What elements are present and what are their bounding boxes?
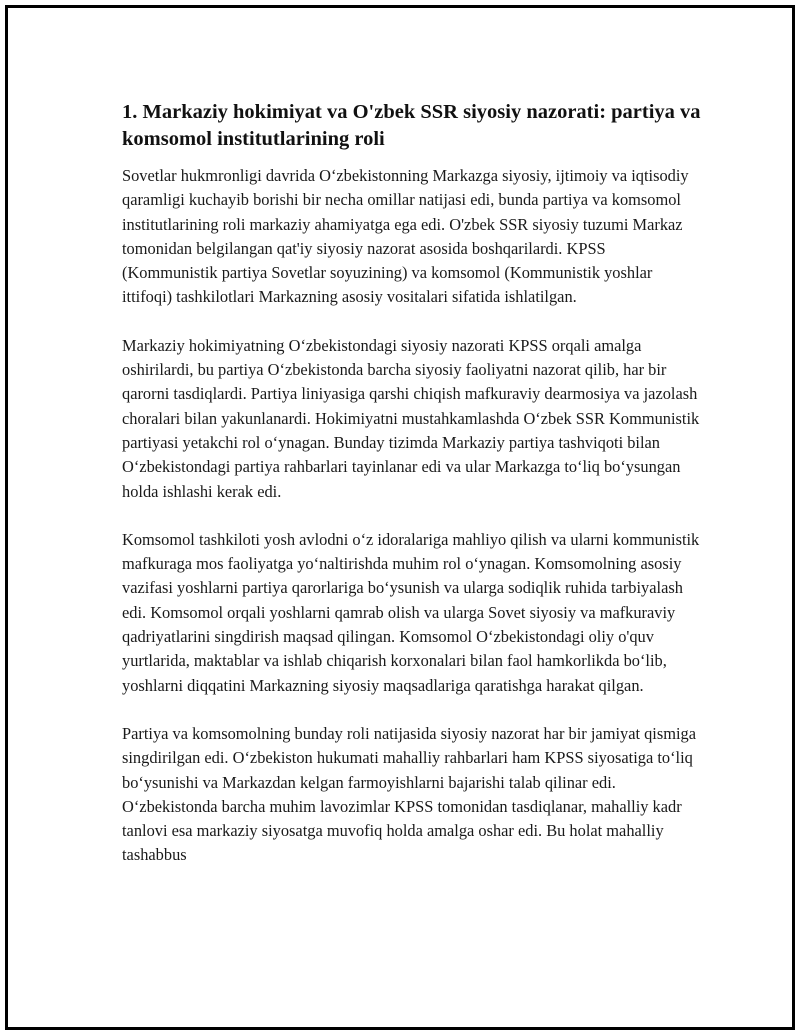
paragraph-4: Partiya va komsomolning bunday roli natijasida siyosiy nazorat har bir jamiyat qismiga singdirilgan edi. O‘zbekiston hukumati mahalliy rahbarlari ham KPSS siyosatiga to‘liq bo‘ysunishi va Markazdan kelgan farmoyishlarni bajarishi talab qilinar edi. O‘zbekistonda barcha muhim lavozimlar KPSS tomonidan tasdiqlanar, mahalliy kadr tanlovi esa markaziy siyosatga muvofiq holda amalga oshar edi. Bu holat mahalliy tashabbus (122, 723, 697, 865)
paragraph-1: Sovetlar hukmronligi davrida O‘zbekistonning Markazga siyosiy, ijtimoiy va iqtisodiy qaramligi kuchayib borishi bir necha omillar natijasi edi, bunda partiya va komsomol institutlarining roli markaziy ahamiyatga ega edi. O'zbek SSR siyosiy tuzumi Markaz tomonidan belgilangan qat'iy siyosiy nazorat asosida boshqarilardi. KPSS (Kommunistik partiya Sovetlar soyuzining) va komsomol (Kommunistik yoshlar ittifoqi) tashkilotlari Markazning asosiy vositalari sifatida ishlatilgan. (122, 166, 689, 307)
paragraph-3: Komsomol tashkiloti yosh avlodni o‘z idoralariga mahliyo qilish va ularni kommunistik mafkuraga mos faoliyatga yo‘naltirishda muhim rol o‘ynagan. Komsomolning asosiy vazifasi yoshlarni partiya qarorlariga bo‘ysunish va ularga sodiqlik ruhida tarbiyalash edi. Komsomol orqali yoshlarni qamrab olish va ularga Sovet siyosiy va mafkuraviy qadriyatlarini singdirish maqsad qilingan. Komsomol O‘zbekistondagi oliy o'quv yurtlarida, maktablar va ishlab chiqarish korxonalari bilan faol hamkorlikda bo‘lib, yoshlarni diqqatini Markazning siyosiy maqsadlariga qaratishga harakat qilgan. (122, 529, 700, 695)
section-heading: 1. Markaziy hokimiyat va O'zbek SSR siyosiy nazorati: partiya va komsomol institutlarining roli (122, 101, 701, 150)
paragraph-2: Markaziy hokimiyatning O‘zbekistondagi siyosiy nazorati KPSS orqali amalga oshirilardi, bu partiya O‘zbekistonda barcha siyosiy faoliyatni nazorat qilib, har bir qarorni tasdiqlardi. Partiya liniyasiga qarshi chiqish mafkuraviy dearmosiya va jazolash choralari bilan yakunlanardi. Hokimiyatni mustahkamlashda O‘zbek SSR Kommunistik partiyasi yetakchi rol o‘ynagan. Bunday tizimda Markaziy partiya tashviqoti bilan O‘zbekistondagi partiya rahbarlari tayinlanar edi va ular Markazga to‘liq bo‘ysungan holda ishlashi kerak edi. (122, 335, 700, 501)
document-body (122, 99, 702, 892)
document-page (5, 5, 795, 1030)
